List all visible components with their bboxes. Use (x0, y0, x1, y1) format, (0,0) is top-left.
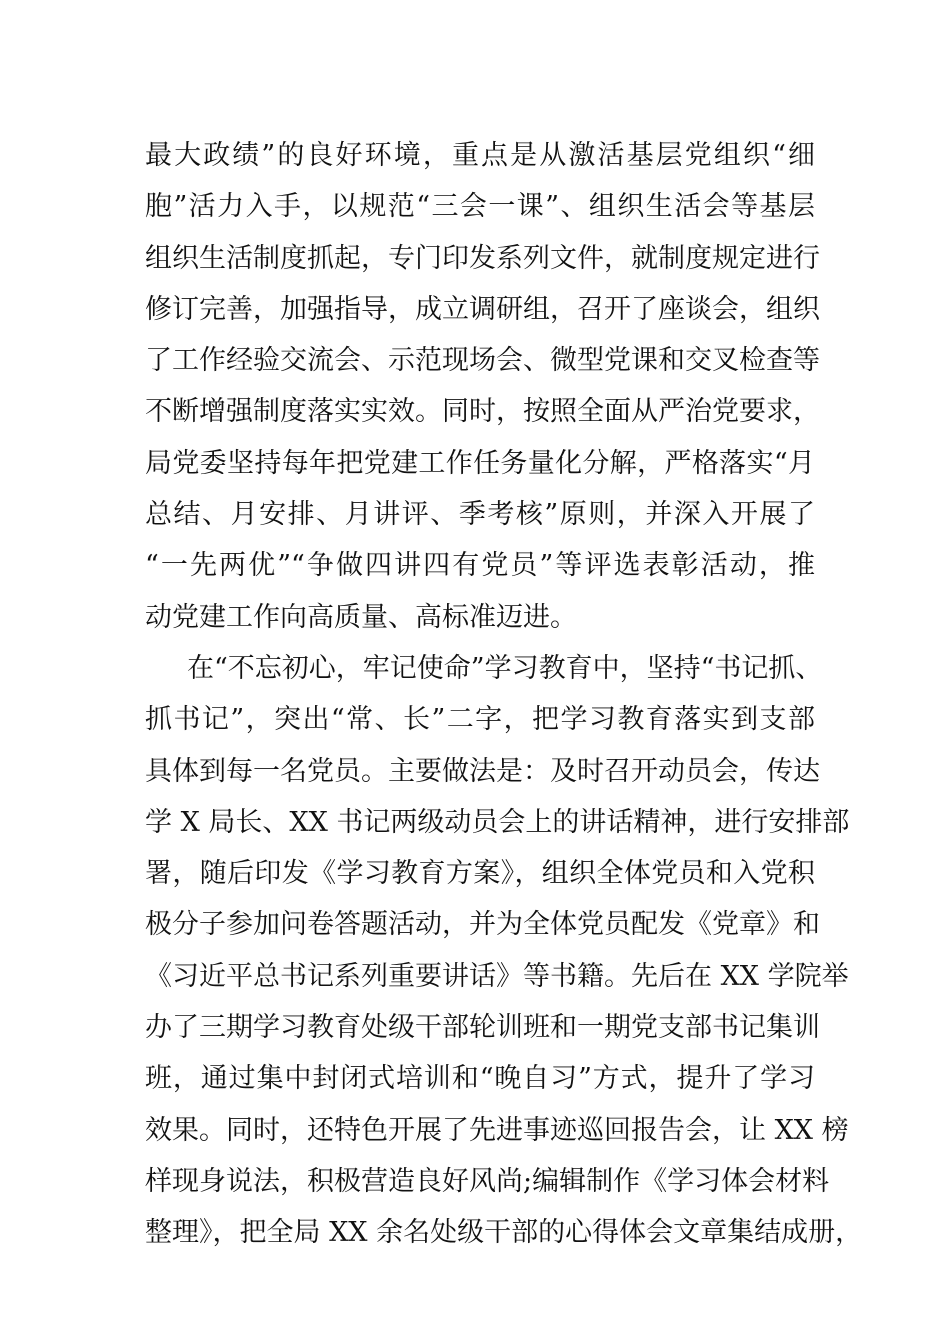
text-line: 修订完善，加强指导，成立调研组，召开了座谈会，组织 (145, 293, 820, 325)
text-line: 了工作经验交流会、示范现场会、微型党课和交叉检查等 (145, 345, 820, 377)
text-line: 整理》，把全局 XX 余名处级干部的心得体会文章集结成册， (145, 1217, 863, 1249)
text-line: 具体到每一名党员。主要做法是：及时召开动员会，传达 (145, 755, 820, 787)
text-line: 抓书记”，突出“常、长”二字，把学习教育落实到支部 (145, 704, 815, 736)
text-line: 极分子参加问卷答题活动，并为全体党员配发《党章》和 (145, 909, 820, 941)
text-line: 班，通过集中封闭式培训和“晚自习”方式，提升了学习 (145, 1063, 815, 1095)
text-line: 办了三期学习教育处级干部轮训班和一期党支部书记集训 (145, 1012, 820, 1044)
text-line: 胞”活力入手，以规范“三会一课”、组织生活会等基层 (145, 191, 815, 223)
paragraph-1 (145, 130, 820, 643)
text-line: 《习近平总书记系列重要讲话》等书籍。先后在 XX 学院举 (145, 960, 849, 992)
text-line: 总结、月安排、月讲评、季考核”原则，并深入开展了 (145, 499, 815, 531)
paragraph-2 (145, 643, 863, 1259)
text-line: 样现身说法，积极营造良好风尚;编辑制作《学习体会材料 (145, 1165, 830, 1197)
text-line: 组织生活制度抓起，专门印发系列文件，就制度规定进行 (145, 242, 820, 274)
text-line: 不断增强制度落实实效。同时，按照全面从严治党要求， (145, 396, 820, 428)
text-line: 学 X 局长、XX 书记两级动员会上的讲话精神，进行安排部 (145, 806, 850, 838)
text-line: “一先两优”“争做四讲四有党员”等评选表彰活动，推 (145, 550, 815, 582)
text-line: 在“不忘初心，牢记使命”学习教育中，坚持“书记抓、 (187, 652, 823, 684)
text-line: 署，随后印发《学习教育方案》，组织全体党员和入党积 (145, 858, 815, 890)
text-line: 效果。同时，还特色开展了先进事迹巡回报告会，让 XX 榜 (145, 1114, 849, 1146)
text-line: 动党建工作向高质量、高标准迈进。 (145, 601, 577, 633)
text-line: 最大政绩”的良好环境，重点是从激活基层党组织“细 (145, 140, 815, 171)
text-line: 局党委坚持每年把党建工作任务量化分解，严格落实“月 (145, 447, 815, 479)
document-body (145, 130, 863, 1259)
